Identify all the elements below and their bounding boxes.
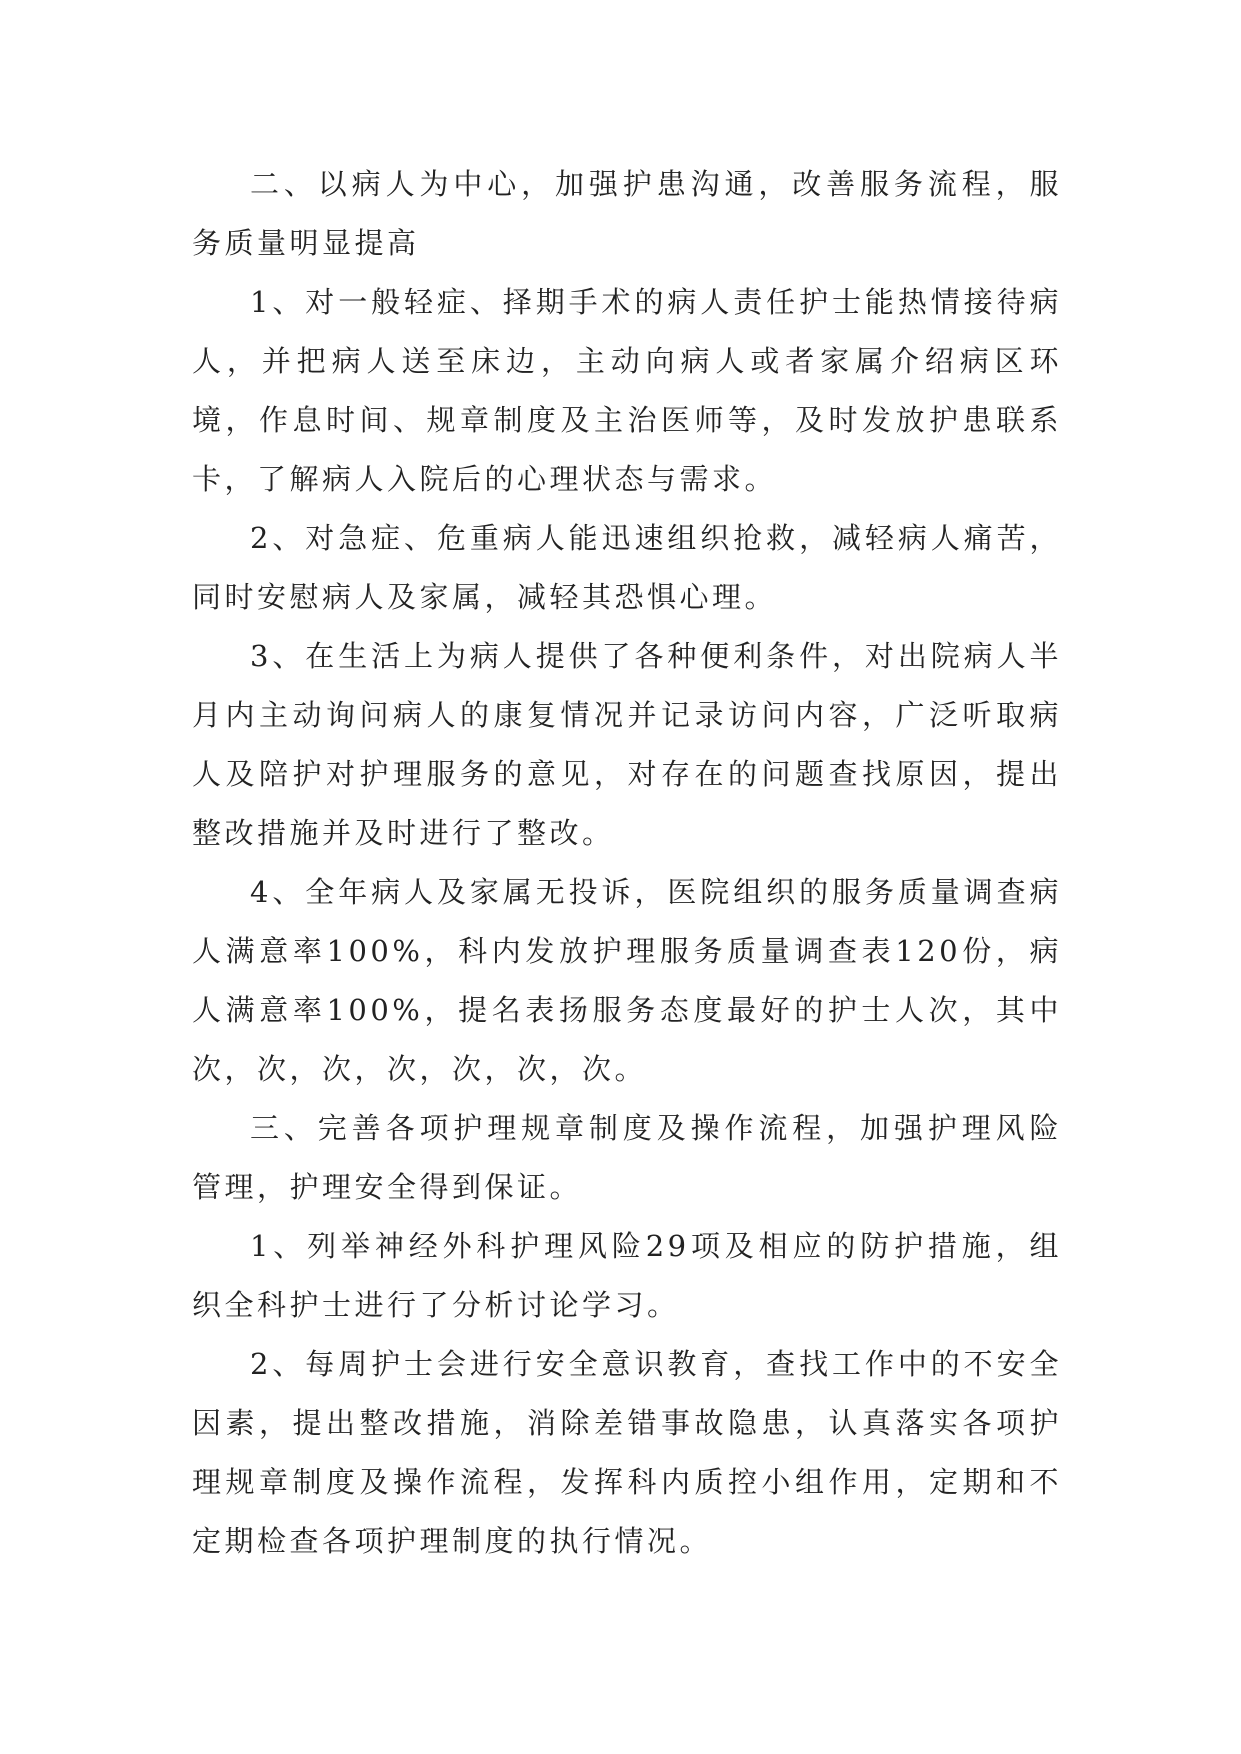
paragraph-item-2-section-three: 2、每周护士会进行安全意识教育，查找工作中的不安全因素，提出整改措施，消除差错事故隐患，认真落实各项护理规章制度及操作流程，发挥科内质控小组作用，定期和不定期检查各项护理制度的执行情况。 <box>192 1347 1062 1558</box>
section-heading-three: 三、完善各项护理规章制度及操作流程，加强护理风险管理，护理安全得到保证。 <box>192 1111 1062 1204</box>
paragraph-item-1-section-three: 1、列举神经外科护理风险29项及相应的防护措施，组织全科护士进行了分析讨论学习。 <box>192 1229 1062 1322</box>
paragraph-item-1: 1、对一般轻症、择期手术的病人责任护士能热情接待病人，并把病人送至床边，主动向病人或者家属介绍病区环境，作息时间、规章制度及主治医师等，及时发放护患联系卡，了解病人入院后的心理状态与需求。 <box>192 285 1062 496</box>
document-body <box>192 155 1062 1571</box>
paragraph-item-4: 4、全年病人及家属无投诉，医院组织的服务质量调查病人满意率100%，科内发放护理服务质量调查表120份，病人满意率100%，提名表扬服务态度最好的护士人次，其中次，次，次，次，次，次，次。 <box>192 875 1062 1086</box>
paragraph-item-3: 3、在生活上为病人提供了各种便利条件，对出院病人半月内主动询问病人的康复情况并记录访问内容，广泛听取病人及陪护对护理服务的意见，对存在的问题查找原因，提出整改措施并及时进行了整改。 <box>192 639 1062 850</box>
paragraph-item-2: 2、对急症、危重病人能迅速组织抢救，减轻病人痛苦，同时安慰病人及家属，减轻其恐惧心理。 <box>192 521 1062 614</box>
section-heading-two: 二、以病人为中心，加强护患沟通，改善服务流程，服务质量明显提高 <box>192 167 1062 260</box>
